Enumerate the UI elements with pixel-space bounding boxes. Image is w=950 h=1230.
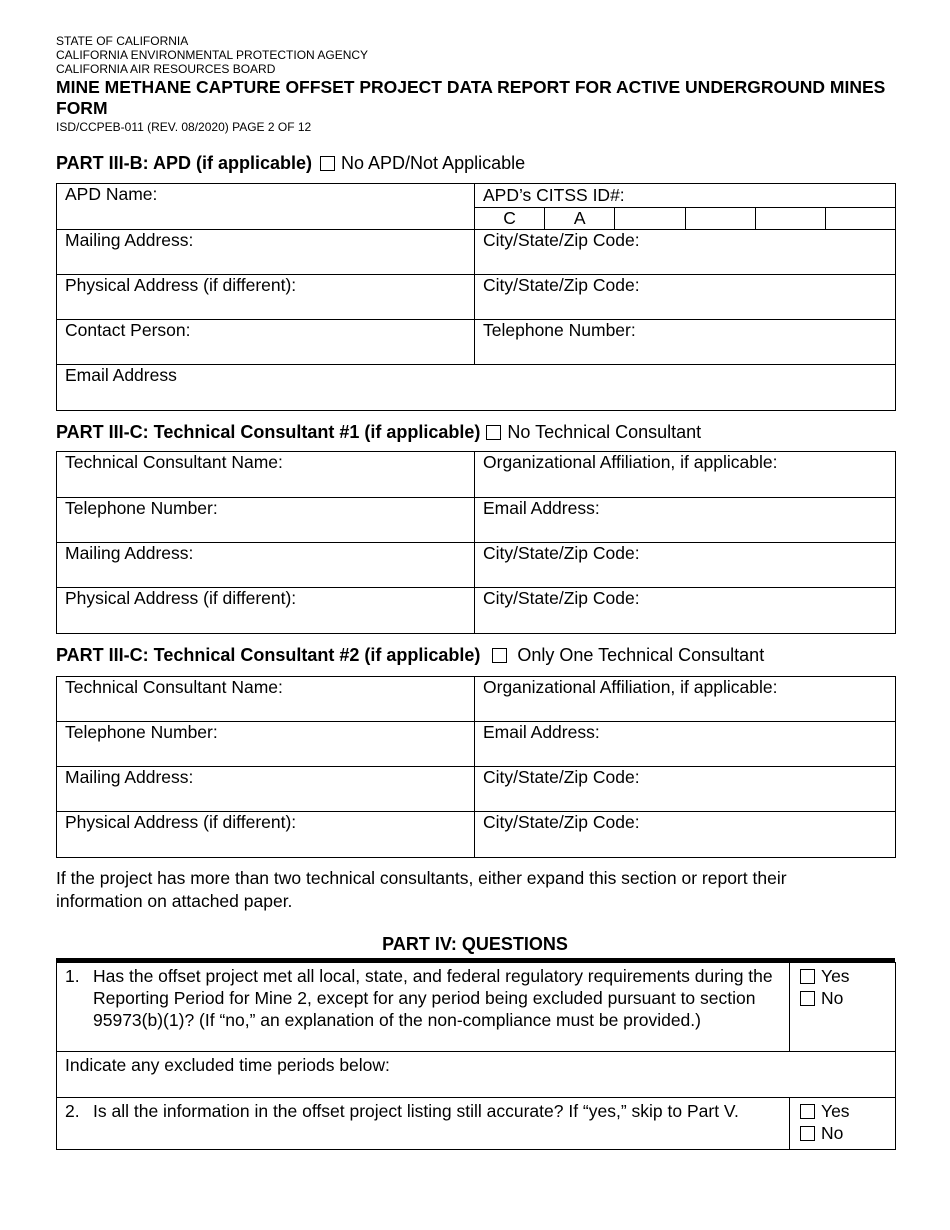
field-label: Technical Consultant Name: — [65, 452, 283, 472]
consultant-2-table — [56, 676, 896, 858]
citss-box-c: C — [503, 208, 516, 228]
field-label: Contact Person: — [65, 320, 191, 340]
field-label: City/State/Zip Code: — [483, 543, 640, 563]
consultant-2-physical-address-field[interactable] — [57, 812, 475, 858]
consultant-1-email-field[interactable] — [475, 498, 896, 543]
apd-mailing-address-field[interactable] — [57, 230, 475, 275]
field-label: Physical Address (if different): — [65, 812, 297, 832]
consultant-2-mailing-address-field[interactable] — [57, 767, 475, 812]
no-apd-checkbox[interactable] — [320, 156, 335, 171]
consultant-2-telephone-field[interactable] — [57, 722, 475, 767]
field-label: Physical Address (if different): — [65, 275, 297, 295]
field-label: Physical Address (if different): — [65, 588, 297, 608]
question-2-number: 2. — [65, 1101, 80, 1121]
field-label: Mailing Address: — [65, 230, 194, 250]
field-label: Mailing Address: — [65, 543, 194, 563]
apd-email-field[interactable] — [57, 365, 896, 411]
apd-name-field[interactable] — [57, 184, 475, 230]
agency-carb: CALIFORNIA AIR RESOURCES BOARD — [56, 62, 276, 76]
citss-box-input[interactable] — [685, 208, 755, 229]
apd-contact-person-field[interactable] — [57, 320, 475, 365]
agency-state: STATE OF CALIFORNIA — [56, 34, 189, 48]
part-3b-title: PART III-B: APD (if applicable) — [56, 153, 313, 173]
question-1-answer — [790, 963, 896, 1052]
questions-table — [56, 962, 896, 1150]
field-label: Mailing Address: — [65, 767, 194, 787]
consultant-2-city-state-zip-field[interactable] — [475, 767, 896, 812]
consultant-2-name-field[interactable] — [57, 677, 475, 722]
question-2-no[interactable] — [798, 1122, 887, 1144]
yes-label: Yes — [821, 1101, 850, 1121]
part-4-title: PART IV: QUESTIONS — [382, 934, 568, 954]
yes-checkbox[interactable] — [800, 969, 815, 984]
no-consultant-label: No Technical Consultant — [507, 422, 702, 442]
question-2-text: Is all the information in the offset project listing still accurate? If “yes,” skip to Part V. — [93, 1101, 739, 1121]
consultant-1-mailing-address-field[interactable] — [57, 543, 475, 588]
part-3c-1-title: PART III-C: Technical Consultant #1 (if applicable) — [56, 422, 481, 442]
field-label: City/State/Zip Code: — [483, 812, 640, 832]
consultant-2-affiliation-field[interactable] — [475, 677, 896, 722]
citss-box-input[interactable] — [755, 208, 825, 229]
field-label: Organizational Affiliation, if applicable: — [483, 677, 778, 697]
apd-telephone-field[interactable] — [475, 320, 896, 365]
question-1-no[interactable] — [798, 987, 887, 1009]
part-3b-heading — [56, 152, 525, 174]
field-label: Email Address — [65, 365, 177, 385]
field-label: Email Address: — [483, 722, 600, 742]
consultant-1-telephone-field[interactable] — [57, 498, 475, 543]
field-label: City/State/Zip Code: — [483, 588, 640, 608]
consultant-1-table — [56, 451, 896, 634]
field-label: City/State/Zip Code: — [483, 767, 640, 787]
question-1-number: 1. — [65, 966, 80, 986]
apd-name-label: APD Name: — [65, 184, 158, 204]
no-label: No — [821, 1123, 844, 1143]
field-label: Technical Consultant Name: — [65, 677, 283, 697]
excluded-periods-label: Indicate any excluded time periods below: — [65, 1055, 390, 1075]
field-label: Email Address: — [483, 498, 600, 518]
no-consultant-checkbox[interactable] — [486, 425, 501, 440]
apd-city-state-zip-field[interactable] — [475, 230, 896, 275]
citss-box-a: A — [544, 208, 614, 229]
question-1-yes[interactable] — [798, 965, 887, 987]
part-3c-1-heading — [56, 421, 701, 443]
no-label: No — [821, 988, 844, 1008]
no-checkbox[interactable] — [800, 991, 815, 1006]
apd-physical-city-state-zip-field[interactable] — [475, 275, 896, 320]
field-label: Telephone Number: — [65, 722, 218, 742]
consultant-1-physical-address-field[interactable] — [57, 588, 475, 634]
consultant-1-city-state-zip-field[interactable] — [475, 543, 896, 588]
field-label: Telephone Number: — [483, 320, 636, 340]
question-1 — [57, 963, 790, 1052]
agency-calepa: CALIFORNIA ENVIRONMENTAL PROTECTION AGENCY — [56, 48, 369, 62]
field-label: City/State/Zip Code: — [483, 230, 640, 250]
question-2-yes[interactable] — [798, 1100, 887, 1122]
no-checkbox[interactable] — [800, 1126, 815, 1141]
consultant-note: If the project has more than two technical consultants, either expand this section or report their information on attached paper. — [56, 868, 787, 911]
apd-citss-field — [475, 184, 896, 230]
question-2 — [57, 1098, 790, 1150]
citss-id-boxes — [475, 207, 895, 229]
yes-checkbox[interactable] — [800, 1104, 815, 1119]
only-one-consultant-label: Only One Technical Consultant — [517, 645, 765, 665]
form-title: MINE METHANE CAPTURE OFFSET PROJECT DATA REPORT FOR ACTIVE UNDERGROUND MINES FORM — [56, 77, 886, 118]
consultant-2-email-field[interactable] — [475, 722, 896, 767]
consultant-1-affiliation-field[interactable] — [475, 452, 896, 498]
part-3c-2-heading — [56, 644, 764, 666]
form-id: ISD/CCPEB-011 (REV. 08/2020) PAGE 2 OF 12 — [56, 120, 312, 134]
citss-box-input[interactable] — [825, 208, 895, 229]
field-label: Organizational Affiliation, if applicable: — [483, 452, 778, 472]
no-apd-label: No APD/Not Applicable — [341, 153, 526, 173]
field-label: City/State/Zip Code: — [483, 275, 640, 295]
question-1-text: Has the offset project met all local, state, and federal regulatory requirements during the Reporting Period for Mine 2, except for any period being excluded pursuant to section 95973(b)(1)? (If “no,” an explanation of the non-compliance must be provided.) — [93, 966, 773, 1030]
field-label: Telephone Number: — [65, 498, 218, 518]
part-3c-2-title: PART III-C: Technical Consultant #2 (if applicable) — [56, 645, 481, 665]
excluded-periods-field[interactable] — [57, 1052, 896, 1098]
apd-physical-address-field[interactable] — [57, 275, 475, 320]
consultant-1-physical-city-state-zip-field[interactable] — [475, 588, 896, 634]
apd-table — [56, 183, 896, 411]
apd-citss-label: APD’s CITSS ID#: — [483, 185, 625, 205]
only-one-consultant-checkbox[interactable] — [492, 648, 507, 663]
yes-label: Yes — [821, 966, 850, 986]
question-2-answer — [790, 1098, 896, 1150]
citss-box-input[interactable] — [614, 208, 684, 229]
consultant-1-name-field[interactable] — [57, 452, 475, 498]
consultant-2-physical-city-state-zip-field[interactable] — [475, 812, 896, 858]
